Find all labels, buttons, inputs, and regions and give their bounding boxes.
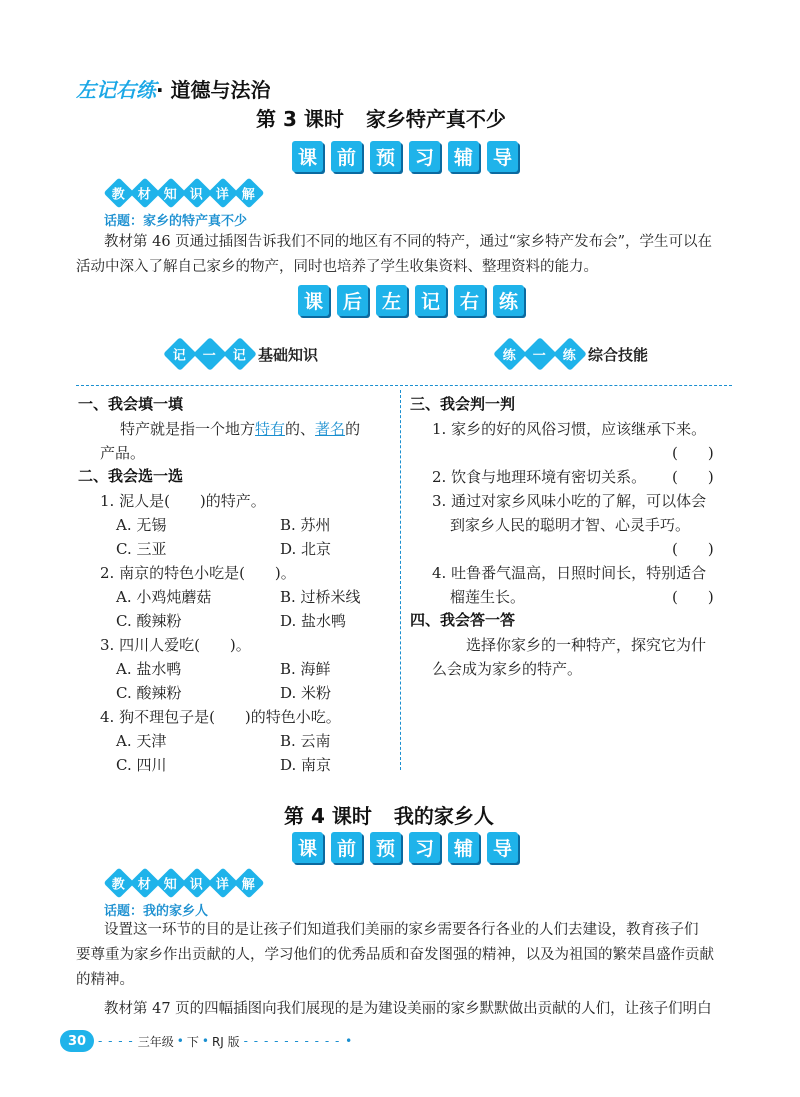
remember-icon: 记 一 记 [168, 342, 258, 366]
judge-question: 1. 家乡的好的风俗习惯，应该继承下来。 [432, 420, 707, 438]
choice-option: D. 南京 [280, 756, 332, 774]
choice-question: 3. 四川人爱吃( )。 [100, 636, 251, 654]
brand-subject: · 道德与法治 [156, 78, 271, 102]
judge-question: 4. 吐鲁番气温高，日照时间长，特别适合 [432, 564, 707, 582]
banner-char: 预 [370, 832, 401, 863]
pill-char: 识 [181, 867, 212, 898]
banner-char: 右 [454, 285, 485, 316]
para-line: 要尊重为家乡作出贡献的人，学习他们的优秀品质和奋发图强的精神，以及为祖国的繁荣昌盛作贡献 [76, 947, 714, 963]
banner-char: 导 [487, 141, 518, 172]
choice-question: 4. 狗不理包子是( )的特色小吃。 [100, 708, 341, 726]
pill-char: 教 [103, 177, 134, 208]
choice-option: B. 过桥米线 [280, 588, 361, 606]
banner-char: 导 [487, 832, 518, 863]
grade-label: 三年级 [137, 1034, 174, 1049]
judge-answer-blank: ( ) [672, 468, 714, 486]
fill-text: 特产就是指一个地方 [120, 420, 256, 438]
answer-section-title: 四、我会答一答 [410, 611, 516, 629]
choice-option: D. 盐水鸭 [280, 612, 347, 630]
basic-knowledge-label: 基础知识 [258, 345, 319, 364]
banner-char: 习 [409, 141, 440, 172]
lesson3-topic: 话题：家乡的特产真不少 [104, 214, 248, 229]
pill-char: 材 [129, 177, 160, 208]
judge-answer-blank: ( ) [672, 444, 714, 462]
practice-icon: 练 一 练 [498, 342, 588, 366]
pill-char: 识 [181, 177, 212, 208]
choice-option: A. 天津 [116, 732, 167, 750]
banner-char: 前 [331, 832, 362, 863]
skills-heading [498, 342, 648, 366]
pill-char: 解 [233, 177, 264, 208]
choice-option: C. 四川 [116, 756, 167, 774]
banner-char: 记 [415, 285, 446, 316]
choice-option: B. 苏州 [280, 516, 331, 534]
para-line: 活动中深入了解自己家乡的物产，同时也培养了学生收集资料、整理资料的能力。 [76, 259, 598, 275]
banner-char: 课 [292, 141, 323, 172]
lesson3-paragraph [76, 230, 736, 280]
judge-section-title: 三、我会判一判 [410, 395, 516, 413]
edition-label: RJ 版 [211, 1034, 240, 1049]
choice-section-title: 二、我会选一选 [78, 467, 184, 485]
pill-char: 解 [233, 867, 264, 898]
judge-question-cont: 榴莲生长。 [450, 588, 526, 606]
judge-question-cont: 到家乡人民的聪明才智、心灵手巧。 [450, 516, 691, 534]
basic-knowledge-heading [168, 342, 318, 366]
choice-option: A. 盐水鸭 [116, 660, 182, 678]
pill-char: 详 [207, 177, 238, 208]
choice-question: 1. 泥人是( )的特产。 [100, 492, 266, 510]
judge-answer-blank: ( ) [672, 588, 714, 606]
fill-text: 的 [345, 420, 361, 438]
lesson4-number: 第 4 课时 [284, 804, 372, 828]
lesson4-title [284, 800, 494, 829]
fill-question [100, 417, 360, 441]
choice-option: A. 小鸡炖蘑菇 [116, 588, 212, 606]
para-line: 教材第 47 页的四幅插图向我们展现的是为建设美丽的家乡默默做出贡献的人们，让孩子们明白 [104, 1001, 712, 1017]
fill-text: 的、 [285, 420, 316, 438]
choice-option: D. 北京 [280, 540, 332, 558]
choice-option: D. 米粉 [280, 684, 332, 702]
term-label: 下 [186, 1034, 199, 1049]
pill-char: 知 [155, 177, 186, 208]
page-number: 30 [60, 1030, 94, 1052]
banner-char: 后 [337, 285, 368, 316]
choice-option: C. 酸辣粉 [116, 684, 182, 702]
para-line: 教材第 46 页通过插图告诉我们不同的地区有不同的特产，通过“家乡特产发布会”，学生可以在 [104, 234, 712, 250]
knowledge-label-2 [108, 872, 264, 894]
section-divider [76, 385, 732, 386]
banner-char: 左 [376, 285, 407, 316]
pill-char: 详 [207, 867, 238, 898]
judge-question: 3. 通过对家乡风味小吃的了解，可以体会 [432, 492, 707, 510]
skills-label: 综合技能 [588, 345, 649, 364]
lesson4-topic: 话题：我的家乡人 [104, 904, 209, 919]
choice-option: A. 无锡 [116, 516, 167, 534]
column-divider [400, 390, 401, 770]
lesson3-number: 第 3 课时 [256, 107, 344, 131]
banner-char: 课 [292, 832, 323, 863]
brand-title [76, 74, 271, 103]
para-line: 设置这一环节的目的是让孩子们知道我们美丽的家乡需要各行各业的人们去建设，教育孩子们 [104, 922, 699, 938]
judge-answer-blank: ( ) [672, 540, 714, 558]
banner-char: 辅 [448, 832, 479, 863]
choice-question: 2. 南京的特色小吃是( )。 [100, 564, 296, 582]
knowledge-label [108, 182, 264, 204]
para-line: 的精神。 [76, 972, 134, 988]
lesson3-name: 家乡特产真不少 [365, 107, 506, 131]
fill-question-cont: 产品。 [100, 444, 146, 462]
page-footer: 30 - - - - 三年级 • 下 • RJ 版 - - - - - - - - - - • [60, 1030, 357, 1052]
banner-char: 前 [331, 141, 362, 172]
fill-section-title: 一、我会填一填 [78, 395, 184, 413]
choice-option: B. 海鲜 [280, 660, 331, 678]
lesson3-title [256, 103, 506, 132]
choice-option: B. 云南 [280, 732, 331, 750]
practice-banner [298, 285, 524, 316]
lesson4-paragraph [76, 918, 736, 1022]
banner-char: 辅 [448, 141, 479, 172]
choice-option: C. 酸辣粉 [116, 612, 182, 630]
banner-char: 习 [409, 832, 440, 863]
banner-char: 预 [370, 141, 401, 172]
preview-banner-2 [292, 832, 518, 863]
answer-question-cont: 么会成为家乡的特产。 [432, 660, 583, 678]
pill-char: 教 [103, 867, 134, 898]
pill-char: 材 [129, 867, 160, 898]
choice-option: C. 三亚 [116, 540, 167, 558]
answer-question: 选择你家乡的一种特产，探究它为什 [466, 636, 707, 654]
fill-answer-2: 著名 [315, 420, 346, 438]
preview-banner [292, 141, 518, 172]
lesson4-name: 我的家乡人 [393, 804, 494, 828]
banner-char: 课 [298, 285, 329, 316]
judge-question: 2. 饮食与地理环境有密切关系。 [432, 468, 647, 486]
brand-name: 左记右练 [76, 78, 156, 102]
fill-answer-1: 特有 [255, 420, 286, 438]
banner-char: 练 [493, 285, 524, 316]
pill-char: 知 [155, 867, 186, 898]
